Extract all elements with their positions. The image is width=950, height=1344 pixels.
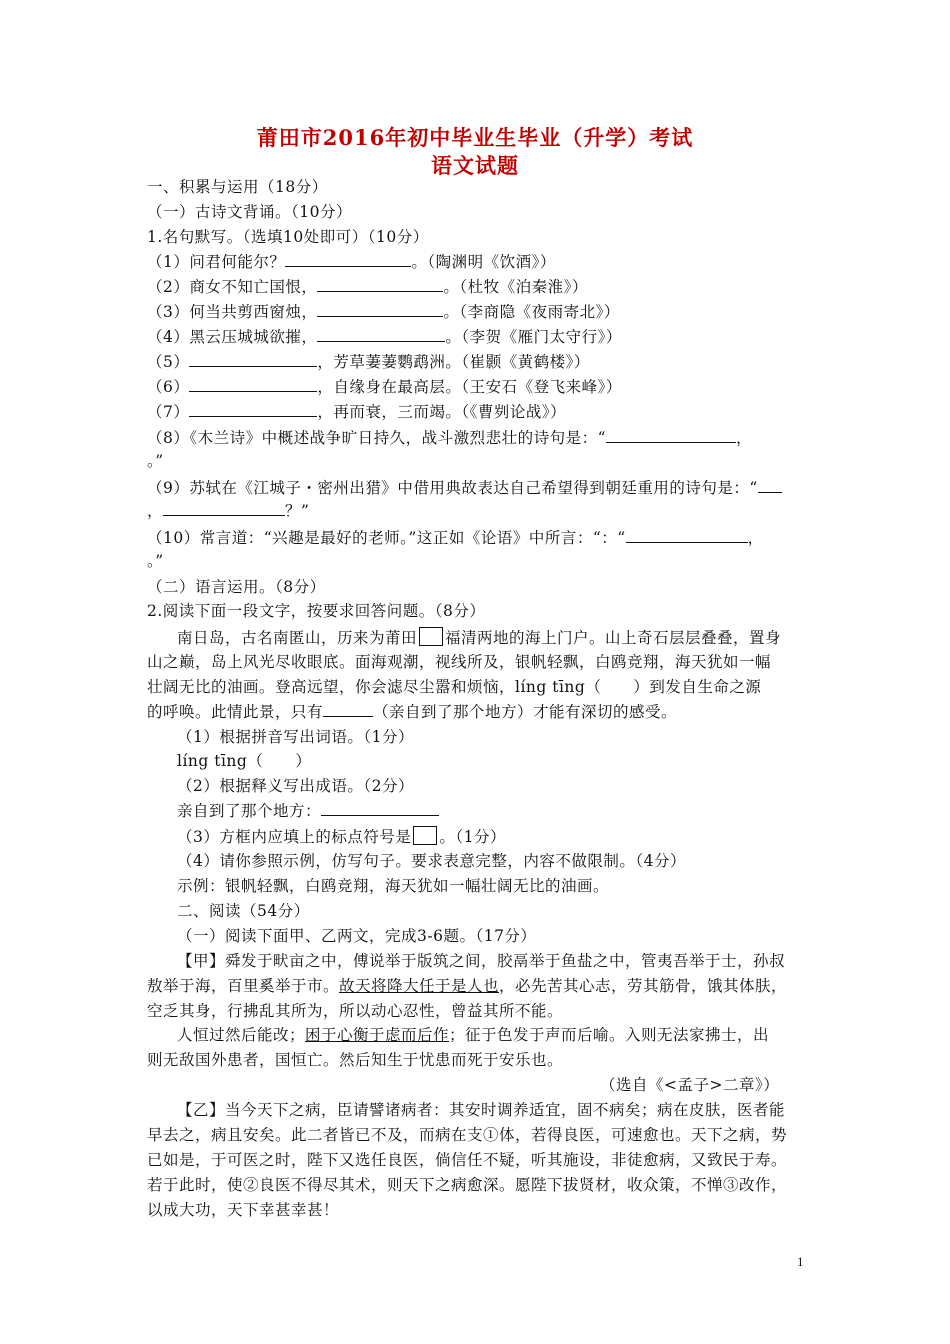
passage-line: 早去之，病且安矣。此二者皆已不及，而病在支①体，若得良医，可速愈也。天下之病，势: [147, 1126, 788, 1144]
answer-blank[interactable]: [321, 801, 439, 816]
passage-line: 若于此时，使②良医不得尽其术，则天下之病愈深。愿陛下拔贤材，收众策，不惮③改作，: [147, 1176, 788, 1194]
passage-line: 则无敌国外患者，国恒亡。然后知生于忧患而死于安乐也。: [147, 1051, 564, 1069]
answer-blank[interactable]: [163, 501, 285, 516]
subsection-heading: （二）语言运用。（8分）: [147, 578, 326, 596]
answer-blank[interactable]: [606, 428, 736, 443]
passage-line: 已如是，于可医之时，陛下又选任良医，倘信任不疑，听其施设，非徒愈病，又致民于寿。: [147, 1151, 788, 1169]
punctuation-box[interactable]: [413, 826, 437, 845]
fill-line: ， ？”: [147, 502, 310, 520]
fill-line: （5） ，芳草萋萋鹦鹉洲。（崔颢《黄鹤楼》）: [147, 353, 590, 371]
fill-line: （9）苏轼在《江城子・密州出猎》中借用典故表达自己希望得到朝廷重用的诗句是：“: [147, 478, 827, 498]
answer-blank[interactable]: [317, 302, 443, 317]
passage-line: 的呼唤。此情此景，只有 （亲自到了那个地方）才能有深切的感受。: [147, 703, 678, 721]
section-heading: 一、积累与运用（18分）: [147, 178, 328, 196]
passage-line: 壮阔无比的油画。登高远望，你会滤尽尘嚣和烦恼，líng tīng（ ）到发自生命之源: [147, 678, 762, 696]
passage-line: 敖举于海，百里奚举于市。故天将降大任于是人也，必先苦其心志，劳其筋骨，饿其体肤，: [147, 977, 788, 995]
underlined-sentence: 故天将降大任于是人也: [339, 977, 500, 995]
fill-line: （8）《木兰诗》中概述战争旷日持久，战斗激烈悲壮的诗句是：“ ，: [147, 429, 753, 447]
passage-line: 以成大功，天下幸甚幸甚！: [147, 1201, 340, 1219]
fill-line: （3）何当共剪西窗烛， 。（李商隐《夜雨寄北》）: [147, 303, 620, 321]
answer-blank[interactable]: [323, 702, 373, 717]
fill-line: （6） ，自缘身在最高层。（王安石《登飞来峰》）: [147, 378, 622, 396]
passage-line: 南日岛，古名南匿山，历来为莆田 福清两地的海上门户。山上奇石层层叠叠，置身: [177, 629, 782, 647]
exam-title: 莆田市2016年初中毕业生毕业（升学）考试: [256, 125, 694, 150]
question-heading: 2.阅读下面一段文字，按要求回答问题。（8分）: [147, 602, 486, 620]
passage-line: 山之巅，岛上风光尽收眼底。面海观潮，视线所及，银帆轻飘，白鸥竞翔，海天犹如一幅: [147, 653, 772, 671]
answer-blank[interactable]: [317, 327, 445, 342]
fill-line: （2）商女不知亡国恨， 。（杜牧《泊秦淮》）: [147, 278, 588, 296]
subsection-heading: （一）古诗文背诵。（10分）: [147, 203, 352, 221]
example-sentence: 示例：银帆轻飘，白鸥竞翔，海天犹如一幅壮阔无比的油画。: [177, 877, 610, 895]
fill-line: （1）问君何能尔？ 。（陶渊明《饮酒》）: [147, 253, 556, 271]
page-number: 1: [797, 1254, 804, 1269]
exam-subtitle: 语文试题: [431, 153, 519, 178]
passage-line: 【乙】当今天下之病，臣请譬诸病者：其安时调养适宜，固不病矣；病在皮肤，医者能: [177, 1101, 786, 1119]
answer-blank[interactable]: [189, 352, 317, 367]
answer-blank[interactable]: [189, 377, 317, 392]
fill-line: 。”: [147, 452, 164, 470]
underlined-sentence: 困于心衡于虑而后作: [305, 1026, 450, 1044]
passage-line: 人恒过然后能改；困于心衡于虑而后作；征于色发于声而后喻。入则无法家拂士，出: [177, 1026, 770, 1044]
section-heading: 二、阅读（54分）: [177, 902, 310, 920]
passage-line: 【甲】舜发于畎亩之中，傅说举于版筑之间，胶鬲举于鱼盐之中，管夷吾举于士，孙叔: [177, 952, 786, 970]
sub-question: （1）根据拼音写出词语。（1分）: [177, 728, 414, 746]
sub-question-answer: líng tīng（ ）: [177, 752, 312, 770]
answer-blank[interactable]: [317, 277, 443, 292]
sub-question-answer: 亲自到了那个地方：: [177, 801, 857, 821]
passage-line: 空乏其身，行拂乱其所为，所以动心忍性，曾益其所不能。: [147, 1002, 564, 1020]
fill-line: （7） ，再而衰，三而竭。（《曹刿论战》）: [147, 403, 567, 421]
fill-line: （4）黑云压城城欲摧， 。（李贺《雁门太守行》）: [147, 328, 622, 346]
answer-blank[interactable]: [189, 402, 317, 417]
source-note: （选自《<孟子>二章》）: [600, 1076, 780, 1094]
sub-question: （4）请你参照示例，仿写句子。要求表意完整，内容不做限制。（4分）: [177, 852, 686, 870]
answer-blank[interactable]: [285, 252, 411, 267]
sub-question: （3）方框内应填上的标点符号是 。（1分）: [177, 828, 506, 846]
sub-question: （2）根据释义写出成语。（2分）: [177, 777, 414, 795]
fill-line: 。”: [147, 552, 164, 570]
answer-blank[interactable]: [758, 478, 782, 493]
punctuation-box: [419, 627, 443, 646]
question-heading: （一）阅读下面甲、乙两文，完成3-6题。（17分）: [177, 927, 537, 945]
question-heading: 1.名句默写。（选填10处即可）（10分）: [147, 228, 429, 246]
answer-blank[interactable]: [626, 528, 748, 543]
fill-line: （10）常言道：“兴趣是最好的老师。”这正如《论语》中所言：“：“ ，: [147, 529, 764, 547]
